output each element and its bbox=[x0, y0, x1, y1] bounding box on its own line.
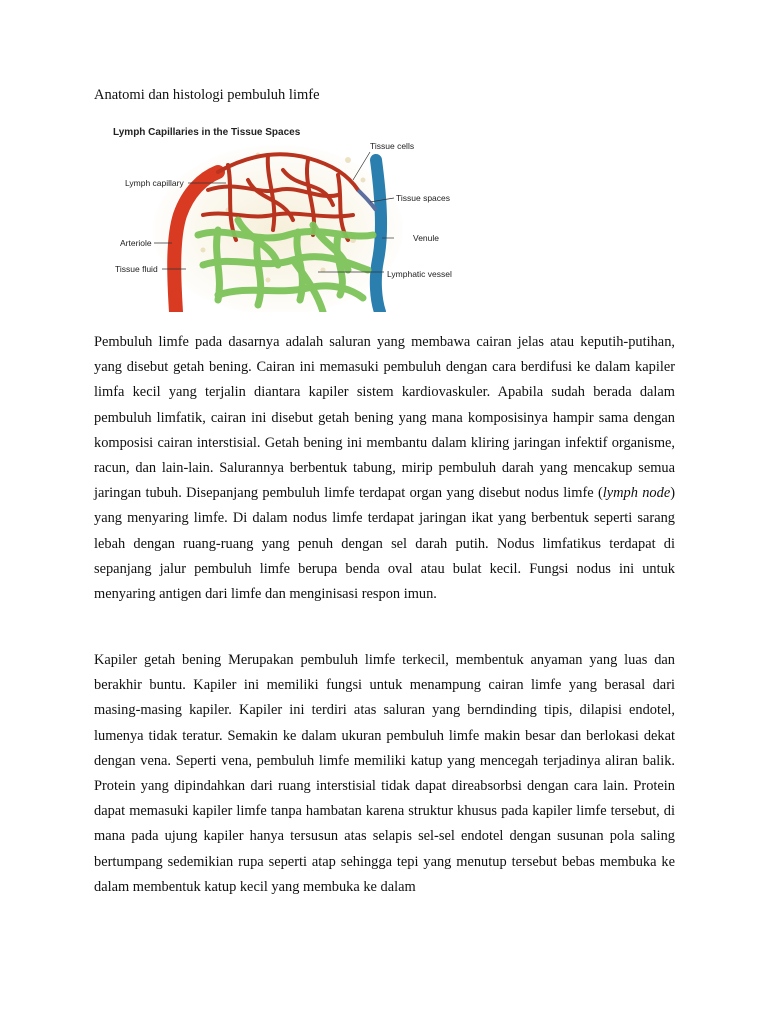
figure-illustration bbox=[108, 120, 468, 312]
label-tissue-cells: Tissue cells bbox=[370, 141, 415, 151]
paragraph-1-part-b: ) yang menyaring limfe. Di dalam nodus limfe terdapat jaringan ikat yang berbentuk seperti sarang lebah dengan ruang-ruang yang penuh dengan sel darah putih. Nodus limfatikus terdapat di sepanjang jalur pembuluh limfe berupa benda oval atau bulat kecil. Fungsi nodus ini untuk menyaring antigen dari limfe dan menginisasi respon imun. bbox=[94, 485, 675, 603]
tissue-background bbox=[153, 145, 403, 312]
label-arteriole: Arteriole bbox=[120, 238, 152, 248]
label-lymphatic-vessel: Lymphatic vessel bbox=[387, 269, 452, 279]
lymph-capillaries-figure bbox=[108, 120, 468, 312]
label-venule: Venule bbox=[413, 233, 439, 243]
label-tissue-fluid: Tissue fluid bbox=[115, 264, 158, 274]
paragraph-2: Kapiler getah bening Merupakan pembuluh limfe terkecil, membentuk anyaman yang luas dan berakhir buntu. Kapiler ini memiliki fungsi untuk menampung cairan limfe yang berasal dari masing-masing kapiler. Kapiler ini terdiri atas saluran yang berndinding tipis, dilapisi endotel, lumenya tidak teratur. Semakin ke dalam ukuran pembuluh limfe makin besar dan berlokasi dekat dengan vena. Seperti vena, pembuluh limfe memiliki katup yang mencegah terjadinya aliran balik. Protein yang dipindahkan dari ruang interstisial tidak dapat direabsorbsi dengan cara lain. Protein dapat memasuki kapiler limfe tanpa hambatan karena struktur khusus pada kapiler limfe tersebut, di mana pada ujung kapiler hanya tersusun atas selapis sel-sel endotel dengan susunan pola saling bertumpang sedemikian rupa seperti atap sehingga tepi yang menutup tersebut bebas membuka ke dalam membentuk katup kecil yang membuka ke dalam bbox=[94, 652, 675, 895]
paragraph-1-italic-term: lymph node bbox=[602, 485, 671, 502]
figure-title: Lymph Capillaries in the Tissue Spaces bbox=[113, 127, 301, 138]
paragraph-1 bbox=[94, 330, 675, 607]
paragraph-1-part-a: Pembuluh limfe pada dasarnya adalah saluran yang membawa cairan jelas atau keputih-putihan, yang disebut getah bening. Cairan ini memasuki pembuluh dengan cara berdifusi ke dalam kapiler limfa kecil yang terjalin diantara kapiler sistem kardiovaskuler. Apabila sudah berada dalam pembuluh limfatik, cairan ini disebut getah bening yang mana komposisinya hampir sama dengan komposisi cairan interstisial. Getah bening ini membantu dalam kliring jaringan infektif organisme, racun, dan lain-lain. Salurannya berbentuk tabung, mirip pembuluh darah yang mencakup semua jaringan tubuh. Disepanjang pembuluh limfe terdapat organ yang disebut nodus limfe ( bbox=[94, 334, 675, 502]
label-tissue-spaces: Tissue spaces bbox=[396, 193, 451, 203]
venule-vessel bbox=[376, 160, 381, 312]
label-lymph-capillary: Lymph capillary bbox=[125, 178, 184, 188]
document-title: Anatomi dan histologi pembuluh limfe bbox=[94, 87, 320, 103]
